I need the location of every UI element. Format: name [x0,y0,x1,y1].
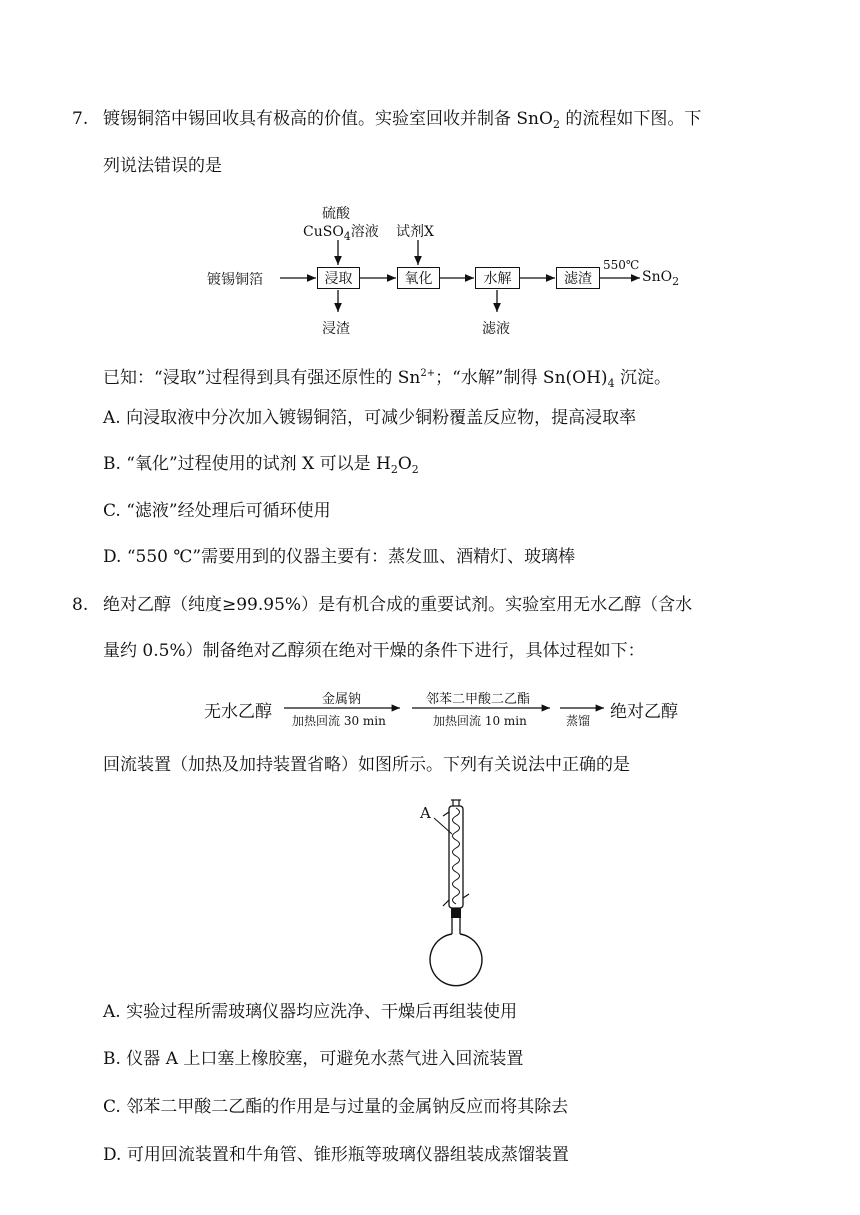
q7-stem-line1: 镀锡铜箔中锡回收具有极高的价值。实验室回收并制备 SnO$_2$ 的流程如下图。下 [103,109,702,131]
q8-option-d: D. 可用回流装置和牛角管、锥形瓶等玻璃仪器组装成蒸馏装置 [103,1145,569,1165]
flow-step-leach: 浸取 [317,267,360,289]
q7-option-d: D. “550 ℃”需要用到的仪器主要有：蒸发皿、酒精灯、玻璃棒 [103,547,576,567]
flow-byproduct-filtrate: 滤液 [482,321,510,337]
q7-option-c: C. “滤液”经处理后可循环使用 [103,501,331,521]
flow-step-residue: 滤渣 [556,267,600,289]
q8-number: 8. [72,595,89,615]
q8-option-b: B. 仪器 A 上口塞上橡胶塞，可避免水蒸气进入回流装置 [103,1049,524,1069]
q7-stem-line2: 列说法错误的是 [103,156,222,176]
q8-option-c: C. 邻苯二甲酸二乙酯的作用是与过量的金属钠反应而将其除去 [103,1097,569,1117]
q8-apparatus-text: 回流装置（加热及加持装置省略）如图所示。下列有关说法中正确的是 [103,755,630,775]
flow-reagent1-line2: CuSO$_4$溶液 [303,224,379,243]
process-step2-condition: 加热回流 10 min [433,714,527,728]
q8-stem-line2: 量约 0.5%）制备绝对乙醇须在绝对干燥的条件下进行，具体过程如下： [103,641,645,661]
q7-option-b: B. “氧化”过程使用的试剂 X 可以是 $H_2O_2$ [103,454,419,476]
flow-step-hydrolysis: 水解 [475,267,520,289]
q7-option-a: A. 向浸取液中分次加入镀锡铜箔，可减少铜粉覆盖反应物，提高浸取率 [103,408,637,428]
q8-option-a: A. 实验过程所需玻璃仪器均应洗净、干燥后再组装使用 [103,1002,518,1022]
process-end: 绝对乙醇 [610,702,678,722]
apparatus-label-a: A [420,804,431,822]
flow-reagent1-line1: 硫酸 [322,206,350,222]
q7-known: 已知：“浸取”过程得到具有强还原性的 $Sn^{2+}$；“水解”制得 $Sn(OH)_4$ 沉淀。 [103,368,671,390]
process-step1-condition: 加热回流 30 min [292,714,386,728]
process-step1-reagent: 金属钠 [322,692,362,707]
process-start: 无水乙醇 [204,702,272,722]
flow-condition: 550℃ [603,258,640,272]
flow-product: SnO$_2$ [642,269,680,288]
q7-number: 7. [72,109,89,129]
flow-byproduct-residue: 浸渣 [322,321,350,337]
flow-reagent-x: 试剂X [396,224,434,240]
flow-input: 镀锡铜箔 [207,272,263,288]
process-step3-condition: 蒸馏 [566,714,591,728]
q8-stem-line1: 绝对乙醇（纯度≥99.95%）是有机合成的重要试剂。实验室用无水乙醇（含水 [103,595,693,615]
flow-step-oxidize: 氧化 [397,267,440,289]
process-step2-reagent: 邻苯二甲酸二乙酯 [426,692,531,707]
